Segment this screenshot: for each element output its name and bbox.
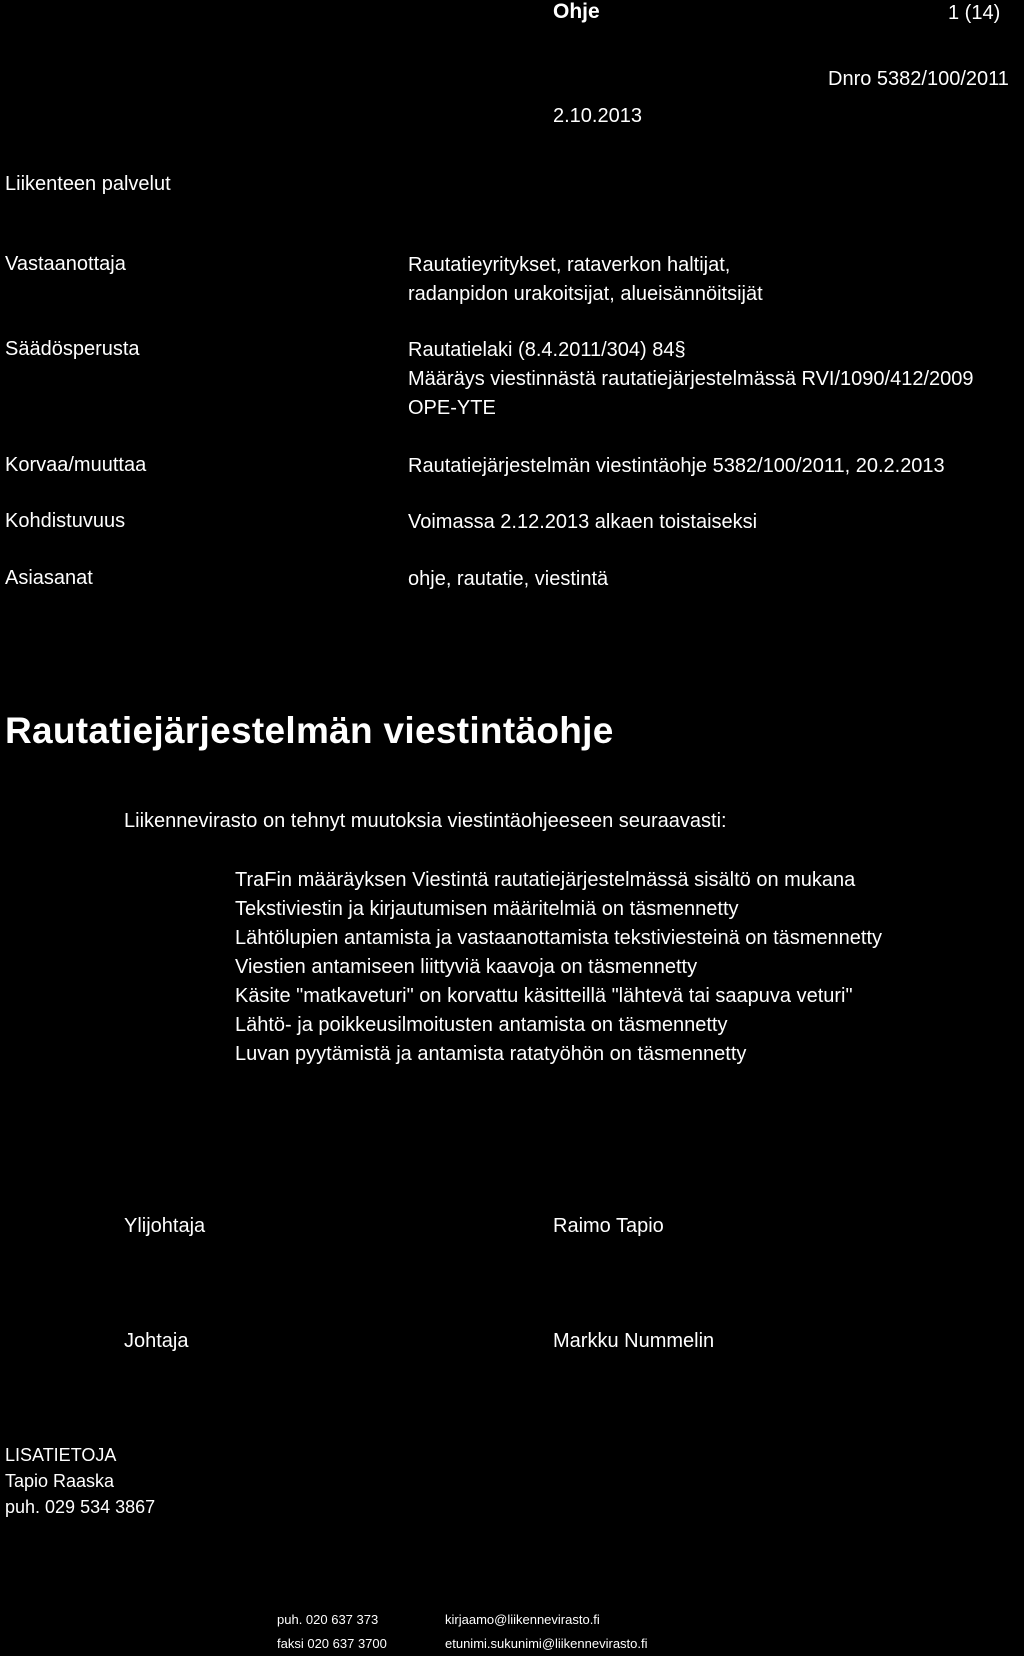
change-item: Tekstiviestin ja kirjautumisen määritelmiä on täsmennetty [235,898,739,920]
change-item: Käsite "matkaveturi" on korvattu käsitteillä "lähtevä tai saapuva veturi" [235,985,853,1007]
department-unit: Liikenteen palvelut [5,173,171,195]
footer-phone: puh. 020 637 373 [277,1612,379,1627]
document-title: Rautatiejärjestelmän viestintäohje [5,710,614,751]
footer-fax: faksi 020 637 3700 [277,1636,387,1651]
signatory-name: Markku Nummelin [553,1330,715,1352]
footer-phones [277,1608,387,1656]
footer-email-format: etunimi.sukunimi@liikennevirasto.fi [445,1636,648,1651]
change-item: Lähtö- ja poikkeusilmoitusten antamista on täsmennetty [235,1014,728,1036]
keywords-label: Asiasanat [5,567,93,589]
intro-text: Liikennevirasto on tehnyt muutoksia viestintäohjeeseen seuraavasti: [124,810,727,832]
footer-email-link[interactable]: kirjaamo@liikennevirasto.fi [445,1612,600,1627]
change-item: Viestien antamiseen liittyviä kaavoja on täsmennetty [235,956,698,978]
document-date: 2.10.2013 [553,105,642,127]
change-item: Luvan pyytämistä ja antamista ratatyöhön on täsmennetty [235,1043,747,1065]
basis-line: Määräys viestinnästä rautatiejärjestelmässä RVI/1090/412/2009 [408,368,974,390]
scope-value: Voimassa 2.12.2013 alkaen toistaiseksi [408,511,758,533]
basis-line: OPE-YTE [408,397,496,419]
basis-label: Säädösperusta [5,338,140,360]
contact-block [5,1442,155,1520]
keywords-value: ohje, rautatie, viestintä [408,568,609,590]
change-item: Lähtölupien antamista ja vastaanottamista tekstiviesteinä on täsmennetty [235,927,883,949]
basis-value [408,336,974,423]
document-number: Dnro 5382/100/2011 [828,68,1009,90]
changes-list [235,866,882,1069]
replaces-value: Rautatiejärjestelmän viestintäohje 5382/100/2011, 20.2.2013 [408,455,945,477]
change-item: TraFin määräyksen Viestintä rautatiejärjestelmässä sisältö on mukana [235,869,856,891]
page-number: 1 (14) [948,2,1001,24]
scope-label: Kohdistuvuus [5,510,126,532]
recipient-line: radanpidon urakoitsijat, alueisännöitsijät [408,283,763,305]
signatory-role: Ylijohtaja [124,1215,206,1237]
recipient-label: Vastaanottaja [5,253,126,275]
contact-heading: LISATIETOJA [5,1445,117,1465]
signatory-role: Johtaja [124,1330,189,1352]
signatory-name: Raimo Tapio [553,1215,664,1237]
document-type: Ohje [553,0,600,23]
replaces-label: Korvaa/muuttaa [5,454,147,476]
footer-emails [445,1608,648,1656]
recipient-value [408,251,763,309]
contact-phone: puh. 029 534 3867 [5,1497,156,1517]
contact-name: Tapio Raaska [5,1471,115,1491]
recipient-line: Rautatieyritykset, rataverkon haltijat, [408,254,731,276]
basis-line: Rautatielaki (8.4.2011/304) 84§ [408,339,686,361]
